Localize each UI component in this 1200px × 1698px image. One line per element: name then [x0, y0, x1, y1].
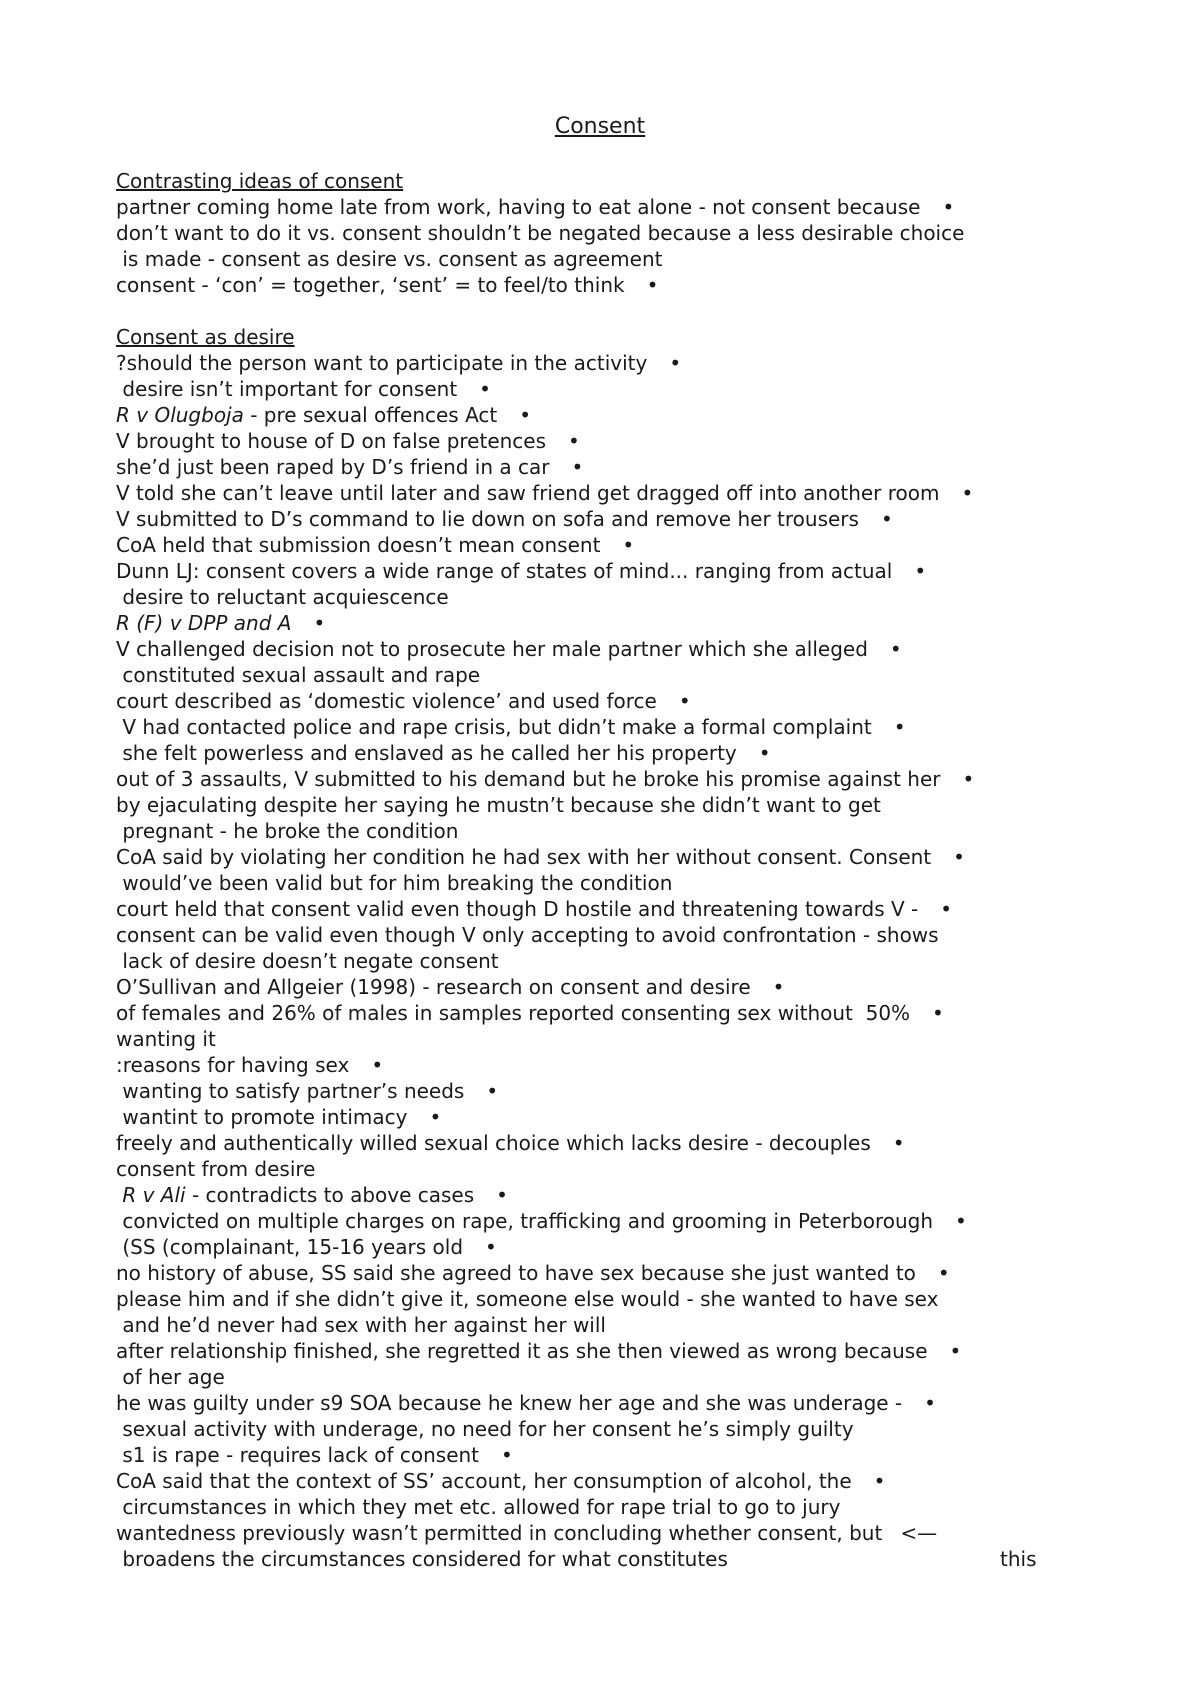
text-line [0, 792, 1200, 818]
line-body: constituted sexual assault and rape [116, 663, 481, 687]
text-line [0, 1442, 1200, 1468]
line-body: ?should the person want to participate in the activity [116, 351, 648, 375]
text-line [0, 402, 1200, 428]
line-body: desire isn’t important for consent [116, 377, 458, 401]
text-line [0, 480, 1200, 506]
text-line [0, 1364, 1200, 1390]
line-text [116, 1494, 840, 1520]
line-text [116, 1026, 216, 1052]
line-text [116, 1182, 474, 1208]
bullet-marker: • [940, 897, 953, 921]
line-body: of females and 26% of males in samples reported consenting sex without 50% [116, 1001, 911, 1025]
line-body: - contradicts to above cases [185, 1183, 475, 1207]
bullet-marker: • [429, 1105, 442, 1129]
bullet-marker: • [932, 1001, 944, 1025]
line-text [116, 948, 499, 974]
text-line [0, 1234, 1200, 1260]
arrow-marker: <— [900, 1521, 938, 1545]
line-body: s1 is rape - requires lack of consent [116, 1443, 480, 1467]
bullet-marker: • [371, 1053, 384, 1077]
line-text [116, 870, 672, 896]
line-text [116, 558, 892, 584]
line-text [116, 1468, 852, 1494]
line-text [116, 1052, 349, 1078]
bullet-marker: • [880, 507, 893, 531]
line-text [116, 1520, 882, 1546]
line-body: consent from desire [116, 1157, 316, 1181]
bullet-marker: • [889, 637, 902, 661]
text-line [0, 1078, 1200, 1104]
text-line [0, 428, 1200, 454]
line-body: wantedness previously wasn’t permitted in concluding whether consent, but [116, 1521, 883, 1545]
line-body: V had contacted police and rape crisis, but didn’t make a formal complaint [116, 715, 872, 739]
line-text [116, 1260, 916, 1286]
text-line [0, 1104, 1200, 1130]
line-text [116, 688, 657, 714]
line-text [116, 740, 737, 766]
text-line [0, 1520, 1200, 1546]
line-body: :reasons for having sex [116, 1053, 350, 1077]
line-text [116, 428, 546, 454]
line-text [116, 480, 940, 506]
document-body [0, 168, 1200, 1572]
line-text [116, 610, 291, 636]
line-text [116, 454, 550, 480]
line-body: CoA held that submission doesn’t mean consent [116, 533, 601, 557]
line-body: O’Sullivan and Allgeier (1998) - research on consent and desire [116, 975, 751, 999]
line-text [116, 1234, 463, 1260]
text-line [0, 1130, 1200, 1156]
text-line [0, 532, 1200, 558]
bullet-marker: • [669, 351, 682, 375]
bullet-marker: • [519, 403, 532, 427]
line-body: don’t want to do it vs. consent shouldn’t be negated because a less desirable choice [116, 221, 965, 245]
line-text [116, 896, 918, 922]
line-text [116, 1364, 225, 1390]
text-line [0, 1338, 1200, 1364]
bullet-marker: • [486, 1079, 499, 1103]
text-line [0, 1052, 1200, 1078]
bullet-marker: • [568, 429, 580, 453]
line-body: consent - ‘con’ = together, ‘sent’ = to feel/to think [116, 273, 625, 297]
line-body: (SS (complainant, 15-16 years old [116, 1235, 464, 1259]
line-text [116, 662, 480, 688]
line-body: partner coming home late from work, having to eat alone - not consent because [116, 195, 921, 219]
text-line [0, 610, 1200, 636]
line-body: she’d just been raped by D’s friend in a car [116, 455, 550, 479]
text-line [0, 558, 1200, 584]
bullet-marker: • [501, 1443, 513, 1467]
text-line [0, 1026, 1200, 1052]
case-name: R (F) v DPP and A [116, 611, 292, 635]
text-line [0, 1208, 1200, 1234]
line-body: V told she can’t leave until later and saw friend get dragged off into another room [116, 481, 940, 505]
line-text [116, 1390, 902, 1416]
line-text [116, 1078, 464, 1104]
line-body: broadens the circumstances considered for what constitutes [116, 1547, 728, 1571]
text-line [0, 948, 1200, 974]
line-text [116, 1130, 871, 1156]
line-body: freely and authentically willed sexual choice which lacks desire - decouples [116, 1131, 871, 1155]
line-body: V submitted to D’s command to lie down on sofa and remove her trousers [116, 507, 859, 531]
text-line [0, 350, 1200, 376]
text-line [0, 688, 1200, 714]
line-text [116, 194, 920, 220]
line-text [116, 1156, 315, 1182]
line-text [116, 1000, 910, 1026]
bullet-marker: • [955, 1209, 967, 1233]
line-text [116, 818, 458, 844]
text-line [0, 662, 1200, 688]
bullet-marker: • [924, 1391, 936, 1415]
line-text [116, 376, 457, 402]
text-line [0, 766, 1200, 792]
line-text [116, 1338, 928, 1364]
bullet-marker: • [485, 1235, 497, 1259]
line-body: lack of desire doesn’t negate consent [116, 949, 499, 973]
bullet-marker: • [962, 767, 975, 791]
line-body: desire to reluctant acquiescence [116, 585, 449, 609]
line-text [116, 532, 600, 558]
trailing-text: this [1000, 1547, 1037, 1571]
page-title: Consent [554, 114, 646, 139]
line-text [116, 272, 625, 298]
case-name: R v Olugboja [116, 403, 244, 427]
bullet-marker: • [646, 273, 659, 297]
line-body: after relationship finished, she regretted it as she then viewed as wrong because [116, 1339, 928, 1363]
text-line [0, 194, 1200, 220]
line-text [116, 1208, 933, 1234]
text-line [0, 818, 1200, 844]
text-line [0, 1260, 1200, 1286]
text-line [0, 1182, 1200, 1208]
line-text [116, 506, 859, 532]
line-text [116, 766, 940, 792]
bullet-marker: • [942, 195, 955, 219]
bullet-marker: • [961, 481, 974, 505]
bullet-marker: • [496, 1183, 508, 1207]
line-body: pregnant - he broke the condition [116, 819, 459, 843]
line-body: of her age [116, 1365, 225, 1389]
blank-line [0, 298, 1200, 324]
text-line [0, 1468, 1200, 1494]
text-line [0, 1390, 1200, 1416]
text-line [0, 1494, 1200, 1520]
text-line [0, 636, 1200, 662]
line-text [116, 1286, 938, 1312]
line-body: V challenged decision not to prosecute her male partner which she alleged [116, 637, 868, 661]
bullet-marker: • [571, 455, 584, 479]
bullet-marker: • [772, 975, 785, 999]
line-text [116, 1312, 606, 1338]
line-body: wanting to satisfy partner’s needs [116, 1079, 465, 1103]
line-body: convicted on multiple charges on rape, trafficking and grooming in Peterborough [116, 1209, 934, 1233]
line-text [116, 402, 497, 428]
line-body: court held that consent valid even though D hostile and threatening towards V - [116, 897, 919, 921]
text-line [0, 220, 1200, 246]
line-body: V brought to house of D on false pretences [116, 429, 547, 453]
line-body: circumstances in which they met etc. allowed for rape trial to go to jury [116, 1495, 841, 1519]
line-body: CoA said that the context of SS’ account, her consumption of alcohol, the [116, 1469, 852, 1493]
line-text [116, 246, 662, 272]
line-body: would’ve been valid but for him breaking the condition [116, 871, 673, 895]
text-line [0, 1156, 1200, 1182]
bullet-marker: • [953, 845, 965, 869]
bullet-marker: • [678, 689, 691, 713]
line-body: CoA said by violating her condition he had sex with her without consent. Consent [116, 845, 932, 869]
bullet-marker: • [937, 1261, 950, 1285]
text-line [0, 922, 1200, 948]
text-line [0, 584, 1200, 610]
text-line [0, 1312, 1200, 1338]
line-body: - pre sexual offences Act [243, 403, 498, 427]
line-body: please him and if she didn’t give it, someone else would - she wanted to have sex [116, 1287, 939, 1311]
line-body: wanting it [116, 1027, 216, 1051]
section-heading [0, 168, 1200, 194]
text-line [0, 1286, 1200, 1312]
text-line [0, 740, 1200, 766]
line-body: court described as ‘domestic violence’ and used force [116, 689, 657, 713]
bullet-marker: • [949, 1339, 962, 1363]
line-body: by ejaculating despite her saying he mustn’t because she didn’t want to get [116, 793, 881, 817]
line-text [116, 974, 751, 1000]
bullet-marker: • [622, 533, 635, 557]
line-text [116, 844, 931, 870]
case-name: R v Ali [116, 1183, 186, 1207]
text-line [0, 506, 1200, 532]
line-body: she felt powerless and enslaved as he called her his property [116, 741, 737, 765]
line-text [116, 792, 881, 818]
line-body: he was guilty under s9 SOA because he knew her age and she was underage - [116, 1391, 903, 1415]
bullet-marker: • [892, 1131, 905, 1155]
line-body: is made - consent as desire vs. consent as agreement [116, 247, 663, 271]
line-text [116, 584, 449, 610]
bullet-marker: • [914, 559, 927, 583]
text-line [0, 1416, 1200, 1442]
line-text [116, 220, 964, 246]
line-text [116, 922, 939, 948]
bullet-marker: • [758, 741, 771, 765]
section-heading-text: Consent as desire [116, 325, 295, 349]
section-heading [0, 324, 1200, 350]
line-body: no history of abuse, SS said she agreed to have sex because she just wanted to [116, 1261, 916, 1285]
line-text [116, 1442, 479, 1468]
text-line [0, 1546, 1200, 1572]
section-heading-text: Contrasting ideas of consent [116, 169, 404, 193]
line-text [116, 1546, 728, 1572]
bullet-marker: • [313, 611, 326, 635]
bullet-marker: • [893, 715, 906, 739]
line-text [116, 1416, 854, 1442]
text-line [0, 1000, 1200, 1026]
line-body: Dunn LJ: consent covers a wide range of states of mind... ranging from actual [116, 559, 893, 583]
line-body: consent can be valid even though V only accepting to avoid confrontation - shows [116, 923, 939, 947]
text-line [0, 246, 1200, 272]
line-body: wantint to promote intimacy [116, 1105, 408, 1129]
text-line [0, 844, 1200, 870]
line-text [116, 1104, 408, 1130]
text-line [0, 272, 1200, 298]
line-body: and he’d never had sex with her against her will [116, 1313, 606, 1337]
text-line [0, 896, 1200, 922]
bullet-marker: • [873, 1469, 886, 1493]
line-text [116, 636, 868, 662]
text-line [0, 870, 1200, 896]
line-body: sexual activity with underage, no need for her consent he’s simply guilty [116, 1417, 854, 1441]
bullet-marker: • [479, 377, 491, 401]
text-line [0, 974, 1200, 1000]
line-text [116, 350, 647, 376]
text-line [0, 454, 1200, 480]
line-body: out of 3 assaults, V submitted to his demand but he broke his promise against her [116, 767, 941, 791]
text-line [0, 714, 1200, 740]
line-text [116, 714, 872, 740]
text-line [0, 376, 1200, 402]
